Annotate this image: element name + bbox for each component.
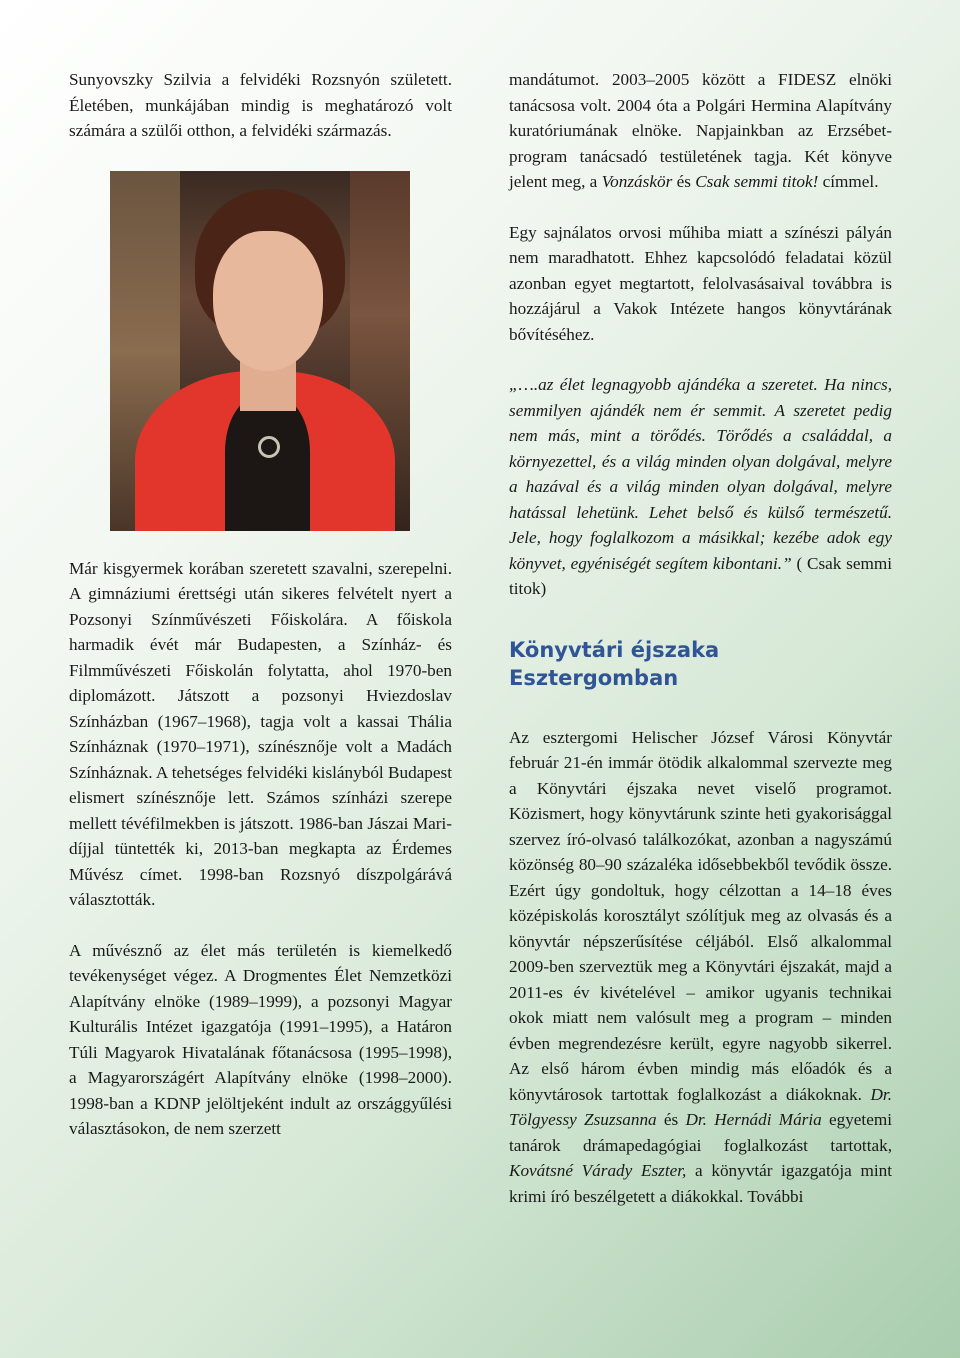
person-name: Kovátsné Várady Eszter, <box>509 1161 687 1180</box>
intro-paragraph: Sunyovszky Szilvia a felvidéki Rozsnyón született. Életében, munkájában mindig is meghatározó volt számára a szülői otthon, a felvidéki származás. <box>69 70 452 140</box>
career-paragraph: Már kisgyermek korában szeretett szavalni, szerepelni. A gimnáziumi érettségi után sikeres felvételt nyert a Pozsonyi Színművészeti Főiskolára. A főiskola harmadik évét már Budapesten, a Színház- és Filmművészeti Főiskolán folytatta, ahol 1970-ben diplomázott. Játszott a pozsonyi Hviezdoslav Színházban (1967–1968), tagja volt a kassai Thália Színháznak (1970–1971), színésznője volt a Madách Színháznak. A tehetséges felvidéki kislányból Budapest elismert színésznője lett. Számos színházi szerepe mellett tévéfilmekben is játszott. 1986-ban Jászai Mari-díjjal tüntették ki, 2013-ban megkapta az Érdemes Művész címet. 1998-ban Rozsnyó díszpolgárává választották. <box>69 558 452 909</box>
mandate-paragraph: mandátumot. 2003–2005 között a FIDESZ elnöki tanácsosa volt. 2004 óta a Polgári Hermina Alapítvány kuratóriumának elnöke. Napjainkban az Erzsébet-program tanácsadó testületének tagja. Két könyve jelent meg, a Vonzáskör és Csak semmi titok! címmel. <box>509 70 892 191</box>
quote-source: ( Csak semmi titok) <box>509 553 892 598</box>
portrait-photo <box>110 171 410 531</box>
section-heading: Könyvtári éjszaka Esztergomban <box>509 637 720 690</box>
book-title-csak-semmi-titok: Csak semmi titok! <box>695 172 819 191</box>
book-title-vonzaskor: Vonzáskör <box>601 172 673 191</box>
person-name: Dr. Hernádi Mária <box>685 1110 822 1129</box>
right-column <box>509 67 892 1209</box>
activities-paragraph: A művésznő az élet más területén is kiemelkedő tevékenységet végez. A Drogmentes Élet Nemzetközi Alapítvány elnöke (1989–1999), a pozsonyi Magyar Kulturális Intézet igazgatója (1991–1995), a Határon Túli Magyarok Hivatalának főtanácsosa (1995–1998), a Magyarországért Alapítvány elnöke (1998–2000). 1998-ban a KDNP jelöltjeként indult az országgyűlési választásokon, de nem szerzett <box>69 940 452 1138</box>
person-name: Dr. Tölgyessy Zsuzsanna <box>509 1084 892 1129</box>
quote-paragraph <box>509 372 892 602</box>
left-column <box>69 67 452 1142</box>
quote-text: „….az élet legnagyobb ajándéka a szeretet. Ha nincs, semmilyen ajándék nem ér semmit. A szeretet pedig nem más, mint a törődés. Törődés a családdal, a környezettel, és a világ minden olyan dolgával, melyre a hazával és a világ minden olyan dolgával, melyre hatással lehetünk. Lehet belső és külső természetű. Jele, hogy foglalkozom a másikkal; kezébe adok egy könyvet, egyéniségét segítem kibontani.” <box>509 375 892 573</box>
library-night-paragraph: Az esztergomi Helischer József Városi Könyvtár február 21-én immár ötödik alkalommal szervezte meg a Könyvtári éjszaka nevet viselő programot. Közismert, hogy könyvtárunk szinte heti gyakorisággal szervez író-olvasó találkozókat, azonban a nagyszámú közönség 80–90 százaléka idősebbekből tevődik össze. Ezért úgy gondoltuk, hogy célzottan a 14–18 éves középiskolás korosztályt szólítjuk meg az olvasás és a könyvtár népszerűsítése céljából. Első alkalommal 2009-ben szerveztük meg a Könyvtári éjszakát, majd a 2011-es év kivételével – amikor ugyanis technikai okok miatt nem valósult meg a program – minden évben megrendezésre került, egyre nagyobb sikerrel. Az első három évben mindig más előadók és a könyvtárosok tartottak foglalkozást a diákoknak. Dr. Tölgyessy Zsuzsanna és Dr. Hernádi Mária egyetemi tanárok drámapedagógiai foglalkozást tartottak, Kovátsné Várady Eszter, a könyvtár igazgatója mint krimi író beszélgetett a diákokkal. További <box>509 727 892 1206</box>
audiobook-paragraph: Egy sajnálatos orvosi műhiba miatt a színészi pályán nem maradhatott. Ehhez kapcsolódó feladatai közül azonban egyet megtartott, felolvasásaival továbbra is hozzájárul a Vakok Intézete hangos könyvtárának bővítéséhez. <box>509 222 892 344</box>
